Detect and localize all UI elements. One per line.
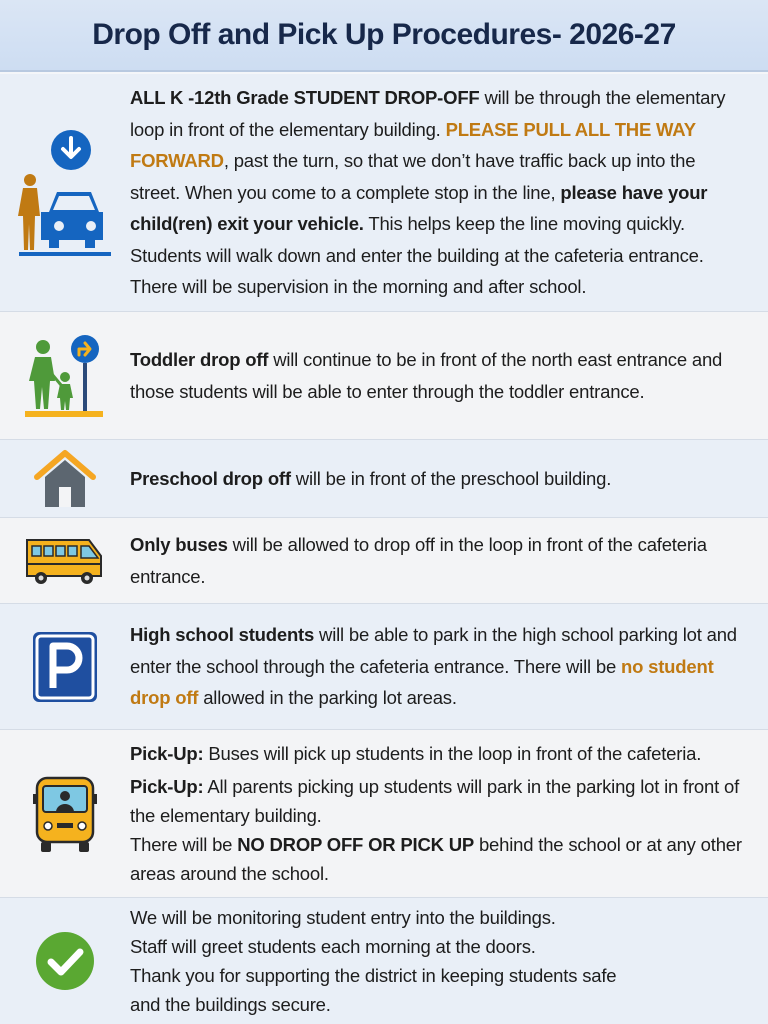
section-pickup [0,730,768,898]
k12-text-part: , past the turn, so that we don’t have traffic back up into the street. When you come to a complete stop in the line, [130,150,696,203]
preschool-dropoff-heading: Preschool drop off [130,467,291,489]
bus-text-part: will be allowed to drop off in the loop in front of the cafeteria entrance. [130,534,707,587]
closing-line: Staff will greet students each morning at the doors. [130,936,536,957]
k12-text-part: This helps keep the line moving quickly. Students will walk down and enter the building at the cafeteria entrance. There will be supervision in the morning and after school. [130,213,704,298]
closing-line: Thank you for supporting the district in keeping students safe [130,965,617,986]
pull-forward-notice: PLEASE PULL ALL THE WAY FORWARD [130,118,696,172]
pickup-parents-text: All parents picking up students will park in the parking lot in front of the elementary building. [130,776,740,826]
pickup-notice-part: behind the school or at any other areas around the school. [130,834,742,884]
section-k12-dropoff [0,74,768,312]
closing-line: We will be monitoring student entry into the buildings. [130,907,556,928]
k12-dropoff-text [130,82,768,303]
section-highschool-parking [0,604,768,730]
school-bus-front-icon [0,730,130,897]
exit-vehicle-notice: please have your child(ren) exit your vehicle. [130,181,708,235]
highschool-parking-text [130,619,768,714]
no-dropoff-notice: no student drop off [130,655,714,709]
section-preschool-dropoff [0,440,768,518]
highschool-text-part: allowed in the parking lot areas. [198,687,457,709]
adult-child-sign-icon [0,312,130,439]
no-dropoff-pickup-notice: NO DROP OFF OR PICK UP [237,834,475,855]
k12-dropoff-heading: ALL K -12th Grade STUDENT DROP-OFF [130,87,480,109]
page-header [0,0,768,72]
preschool-text-part: will be in front of the preschool building. [290,467,612,489]
checkmark-circle-icon [0,898,130,1024]
school-bus-side-icon [0,518,130,603]
highschool-heading: High school students [130,624,315,646]
preschool-dropoff-text [130,463,768,495]
toddler-dropoff-text [130,344,768,407]
section-bus-dropoff [0,518,768,604]
pickup-label-buses: Pick-Up: [130,743,204,764]
page-title: Drop Off and Pick Up Procedures- 2026-27 [92,18,676,51]
pickup-text [130,739,768,888]
toddler-text-part: will continue to be in front of the north east entrance and those students will be able to enter through the toddler entrance. [130,349,723,402]
pickup-buses-text: Buses will pick up students in the loop in front of the cafeteria. [203,743,702,764]
k12-text-part: will be through the elementary loop in front of the elementary building. [130,87,726,140]
section-toddler-dropoff [0,312,768,440]
toddler-dropoff-heading: Toddler drop off [130,349,269,370]
parking-sign-icon [0,604,130,729]
closing-text [130,903,768,1019]
section-closing [0,898,768,1024]
bus-dropoff-heading: Only buses [130,534,228,555]
house-icon [0,440,130,517]
bus-dropoff-text [130,529,768,592]
pickup-notice-part: There will be [130,834,238,855]
highschool-text-part: will be able to park in the high school parking lot and enter the school through the cafeteria entrance. There will be [130,624,737,677]
person-car-dropoff-icon [0,74,130,311]
closing-line: and the buildings secure. [130,994,331,1015]
pickup-label-parents: Pick-Up: [130,776,204,797]
